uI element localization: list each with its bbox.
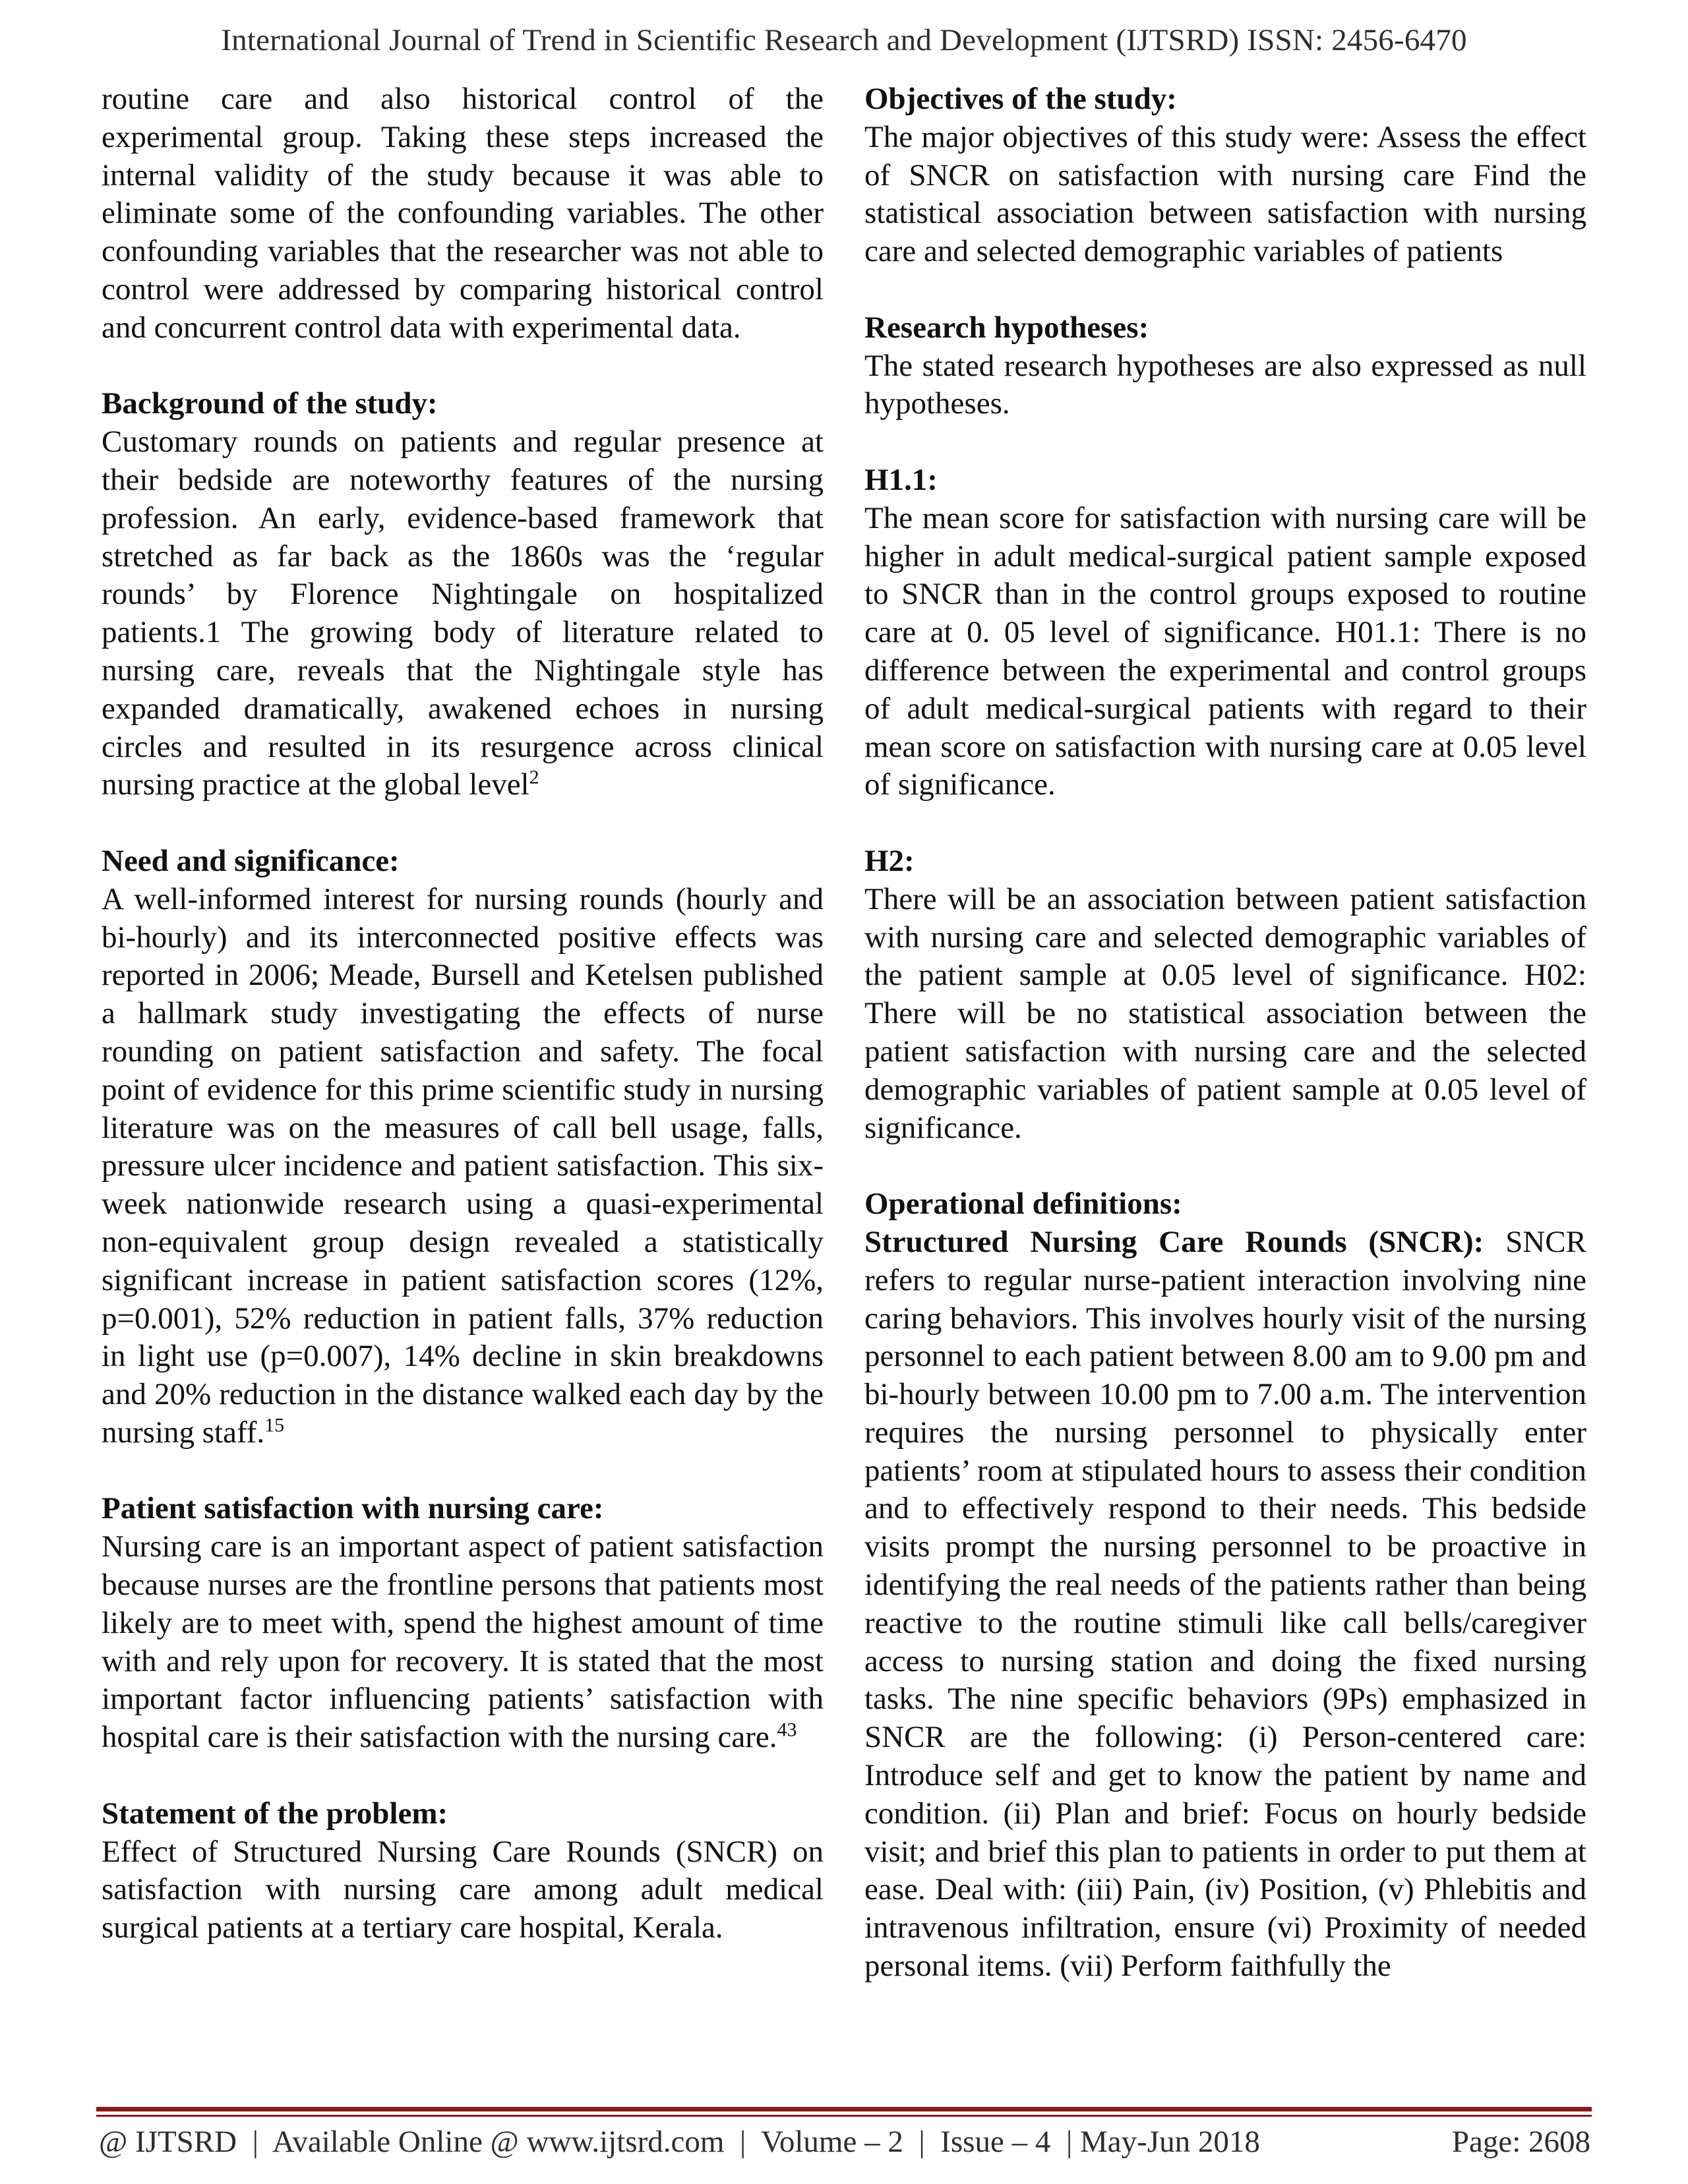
- background-heading: Background of the study:: [102, 386, 438, 421]
- hypotheses-paragraph: The stated research hypotheses are also expressed as null hypotheses.: [864, 348, 1586, 421]
- need-text: A well-informed interest for nursing rounds (hourly and bi-hourly) and its interconnected positive effects was reported in 2006; Meade, Bursell and Ketelsen published a hallmark study investigating the effects of nurse rounding on patient satisfaction and safety. The focal point of evidence for this prime scientific study in nursing literature was on the measures of call bell usage, falls, pressure ulcer incidence and patient satisfaction. This six-week nationwide research using a quasi-experimental non-equivalent group design revealed a statistically significant increase in patient satisfaction scores (12%, p=0.001), 52% reduction in patient falls, 37% reduction in light use (p=0.007), 14% decline in skin breakdowns and 20% reduction in the distance walked each day by the nursing staff.: [102, 881, 824, 1450]
- right-column: [864, 80, 1586, 1986]
- footer-publication-info: @ IJTSRD | Available Online @ www.ijtsrd.com | Volume – 2 | Issue – 4 | May-Jun 2018: [99, 2125, 1260, 2159]
- intro-paragraph: routine care and also historical control of the experimental group. Taking these steps increased the internal validity of the study because it was able to eliminate some of the confounding variables. The other confounding variables that the researcher was not able to control were addressed by comparing historical control and concurrent control data with experimental data.: [102, 82, 824, 345]
- hypotheses-heading: Research hypotheses:: [864, 310, 1149, 345]
- sncr-definition-paragraph: [864, 1224, 1586, 1986]
- sncr-definition-text: SNCR refers to regular nurse-patient interaction involving nine caring behaviors. This involves hourly visit of the nursing personnel to each patient between 8.00 am to 9.00 pm and bi-hourly between 10.00 pm to 7.00 a.m. The intervention requires the nursing personnel to physically enter patients’ room at stipulated hours to assess their condition and to effectively respond to their needs. This bedside visits prompt the nursing personnel to be proactive in identifying the real needs of the patients rather than being reactive to the routine stimuli like call bells/caregiver access to nursing station and doing the fixed nursing tasks. The nine specific behaviors (9Ps) emphasized in SNCR are the following: (i) Person-centered care: Introduce self and get to know the patient by name and condition. (ii) Plan and brief: Focus on hourly bedside visit; and brief this plan to patients in order to put them at ease. Deal with: (iii) Pain, (iv) Position, (v) Phlebitis and intravenous infiltration, ensure (vi) Proximity of needed personal items. (vii) Perform faithfully the: [864, 1224, 1586, 1984]
- patient-satisfaction-paragraph: [102, 1528, 824, 1757]
- need-paragraph: [102, 881, 824, 1452]
- problem-heading: Statement of the problem:: [102, 1796, 448, 1831]
- objectives-paragraph: The major objectives of this study were: Assess the effect of SNCR on satisfaction with nursing care Find the statistical association between satisfaction with nursing care and selected demographic variables of patients: [864, 119, 1586, 269]
- problem-paragraph: Effect of Structured Nursing Care Rounds (SNCR) on satisfaction with nursing care among adult medical surgical patients at a tertiary care hospital, Kerala.: [102, 1834, 824, 1945]
- running-header: International Journal of Trend in Scientific Research and Development (IJTSRD) ISSN: 2456-6470: [221, 23, 1467, 57]
- background-paragraph: [102, 423, 824, 804]
- patient-satisfaction-heading: Patient satisfaction with nursing care:: [102, 1491, 604, 1526]
- patient-satisfaction-text: Nursing care is an important aspect of patient satisfaction because nurses are the frontline persons that patients most likely are to meet with, spend the highest amount of time with and rely upon for recovery. It is stated that the most important factor influencing patients’ satisfaction with hospital care is their satisfaction with the nursing care.: [102, 1529, 824, 1755]
- sncr-term: Structured Nursing Care Rounds (SNCR):: [864, 1224, 1484, 1259]
- h2-heading: H2:: [864, 843, 915, 878]
- footer-rule-thick: [96, 2107, 1592, 2111]
- objectives-heading: Objectives of the study:: [864, 82, 1177, 116]
- h2-paragraph: There will be an association between patient satisfaction with nursing care and selected demographic variables of the patient sample at 0.05 level of significance. H02: There will be no statistical association between the patient satisfaction with nursing care and the selected demographic variables of patient sample at 0.05 level of significance.: [864, 881, 1586, 1145]
- need-citation: 15: [264, 1414, 285, 1436]
- background-citation: 2: [529, 766, 539, 788]
- left-column: [102, 80, 824, 1947]
- operational-definitions-heading: Operational definitions:: [864, 1187, 1182, 1222]
- patient-satisfaction-citation: 43: [777, 1719, 797, 1741]
- h11-paragraph: The mean score for satisfaction with nursing care will be higher in adult medical-surgical patient sample exposed to SNCR than in the control groups exposed to routine care at 0. 05 level of significance. H01.1: There is no difference between the experimental and control groups of adult medical-surgical patients with regard to their mean score on satisfaction with nursing care at 0.05 level of significance.: [864, 500, 1586, 802]
- need-heading: Need and significance:: [102, 843, 400, 878]
- h11-heading: H1.1:: [864, 462, 938, 497]
- footer-rule-thin: [96, 2115, 1592, 2117]
- footer-page-number: Page: 2608: [1451, 2125, 1590, 2159]
- background-text: Customary rounds on patients and regular presence at their bedside are noteworthy features of the nursing profession. An early, evidence-based framework that stretched as far back as the 1860s was the ‘regular rounds’ by Florence Nightingale on hospitalized patients.1 The growing body of literature related to nursing care, reveals that the Nightingale style has expanded dramatically, awakened echoes in nursing circles and resulted in its resurgence across clinical nursing practice at the global level: [102, 425, 824, 802]
